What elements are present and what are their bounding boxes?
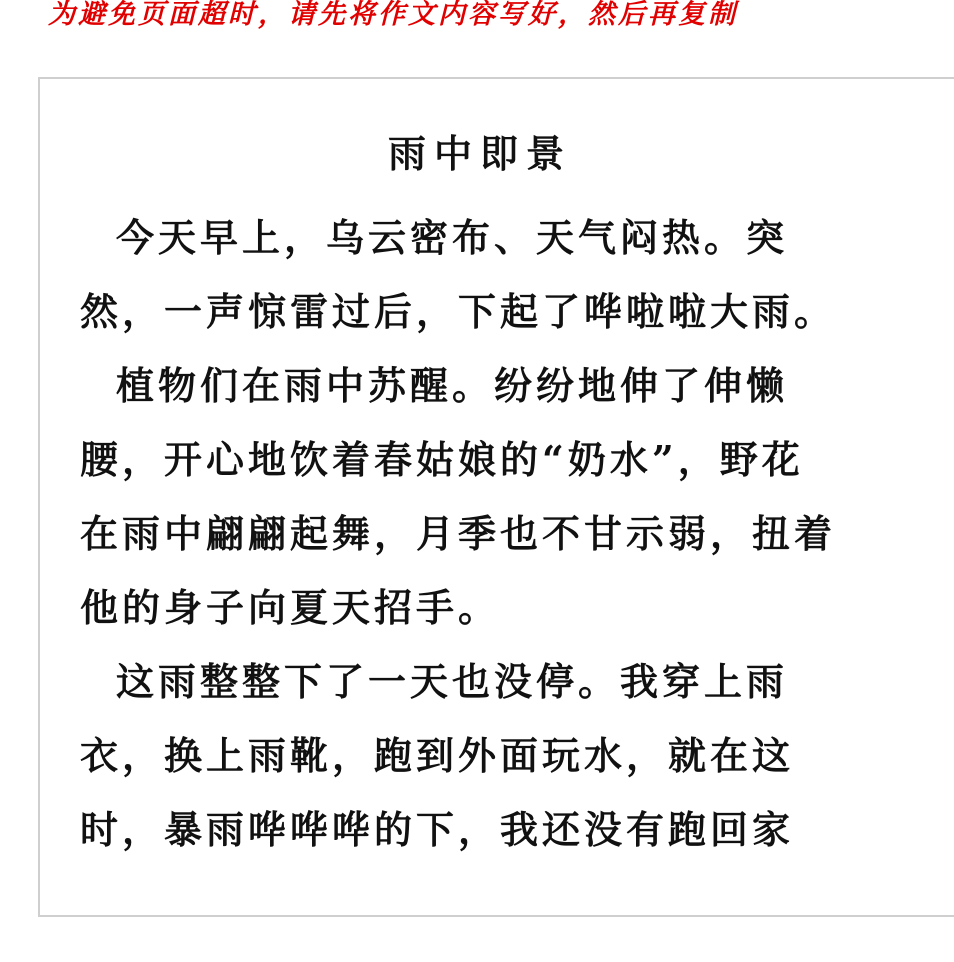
essay-line: 他的身子向夏天招手。: [80, 585, 501, 630]
essay-title: 雨中即景: [387, 131, 572, 176]
essay-line: 这雨整整下了一天也没停。我穿上雨: [116, 659, 789, 704]
essay-line: 衣，换上雨靴，跑到外面玩水，就在这: [80, 733, 795, 778]
essay-text-area[interactable]: [38, 77, 954, 917]
timeout-warning-notice: 为避免页面超时，请先将作文内容写好，然后再复制: [48, 0, 738, 30]
essay-line: 然，一声惊雷过后，下起了哗啦啦大雨。: [80, 289, 837, 334]
essay-line: 在雨中翩翩起舞，月季也不甘示弱，扭着: [80, 511, 837, 556]
essay-line: 腰，开心地饮着春姑娘的“奶水”，野花: [80, 437, 804, 482]
essay-line: 今天早上，乌云密布、天气闷热。突: [116, 215, 789, 260]
essay-body: [80, 201, 950, 867]
essay-line: 植物们在雨中苏醒。纷纷地伸了伸懒: [116, 363, 789, 408]
essay-line: 时，暴雨哗哗哗的下，我还没有跑回家: [80, 807, 795, 852]
